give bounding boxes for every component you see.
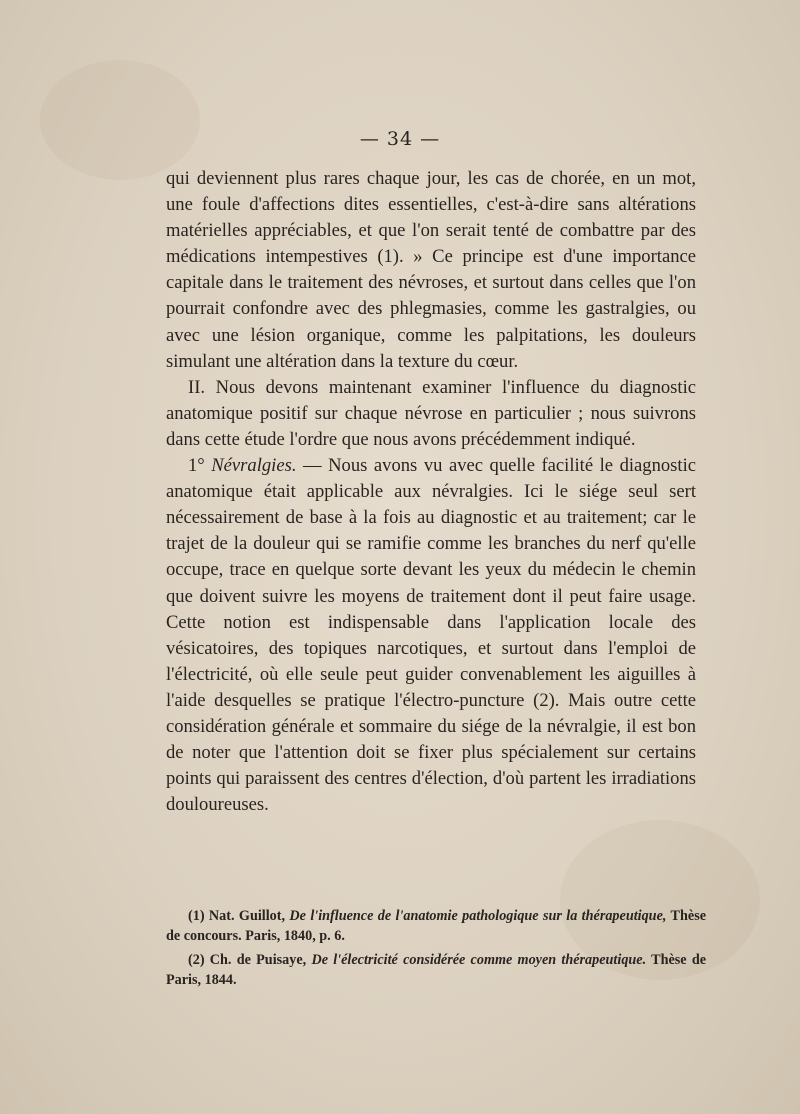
footnote-marker: (2) xyxy=(188,952,205,968)
paragraph-2: II. Nous devons maintenant examiner l'influence du diagnostic anatomique positif sur chaque névrose en particulier ; nous suivrons dans cette étude l'ordre que nous avons précédemment indiqué. xyxy=(166,376,696,450)
footnote-1 xyxy=(166,906,706,946)
footnote-author: Nat. Guillot, xyxy=(208,908,286,924)
footnote-title: De l'électricité considérée comme moyen thérapeutique. xyxy=(311,952,647,968)
section-title: Névralgies. xyxy=(211,455,297,477)
paragraph-3-text: — Nous avons vu avec quelle facilité le diagnostic anatomique était applicable aux névralgies. Ici le siége seul sert nécessairement de base à la fois au diagnostic et au traitement; car le trajet de la douleur qui se ramifie comme les branches du nerf qu'elle occupe, trace en quelque sorte devant les yeux du médecin le chemin que doivent suivre les moyens de traitement dont il peut faire usage. Cette notion est indispensable dans l'application locale des vésicatoires, des topiques narcotiques, et surtout dans l'emploi de l'électricité, où elle seule peut guider convenablement les aiguilles à l'aide desquelles se pratique l'électro-puncture (2). Mais outre cette considération générale et sommaire du siége de la névralgie, il est bon de noter que l'attention doit se fixer plus spécialement sur certains points qui paraissent des centres d'élection, d'où partent les irradiations douloureuses. xyxy=(166,455,696,816)
page-number: — 34 — xyxy=(359,128,441,150)
footnote-rest: Thèse de concours. Paris, 1840, p. 6. xyxy=(166,908,707,944)
footnote-2 xyxy=(166,950,706,990)
paragraph-3 xyxy=(166,453,696,818)
footnote-title: De l'influence de l'anatomie pathologique sur la thérapeutique, xyxy=(289,908,667,924)
paper-stain xyxy=(40,60,200,180)
footnotes xyxy=(166,906,706,994)
footnote-author: Ch. de Puisaye, xyxy=(209,952,307,968)
paragraph-1: qui deviennent plus rares chaque jour, les cas de chorée, en un mot, une foule d'affections dites essentielles, c'est-à-dire sans altérations matérielles appréciables, et que l'on serait tenté de combattre par des médications intempestives (1). » Ce principe est d'une importance capitale dans le traitement des névroses, et surtout dans celles que l'on pourrait confondre avec des phlegmasies, comme les gastralgies, ou avec une lésion organique, comme les palpitations, les douleurs simulant une altération dans la texture du cœur. xyxy=(166,168,696,372)
body-text xyxy=(166,166,696,818)
footnote-rest: Thèse de Paris, 1844. xyxy=(166,952,707,988)
footnote-marker: (1) xyxy=(188,908,205,924)
section-number: 1° xyxy=(188,455,205,477)
